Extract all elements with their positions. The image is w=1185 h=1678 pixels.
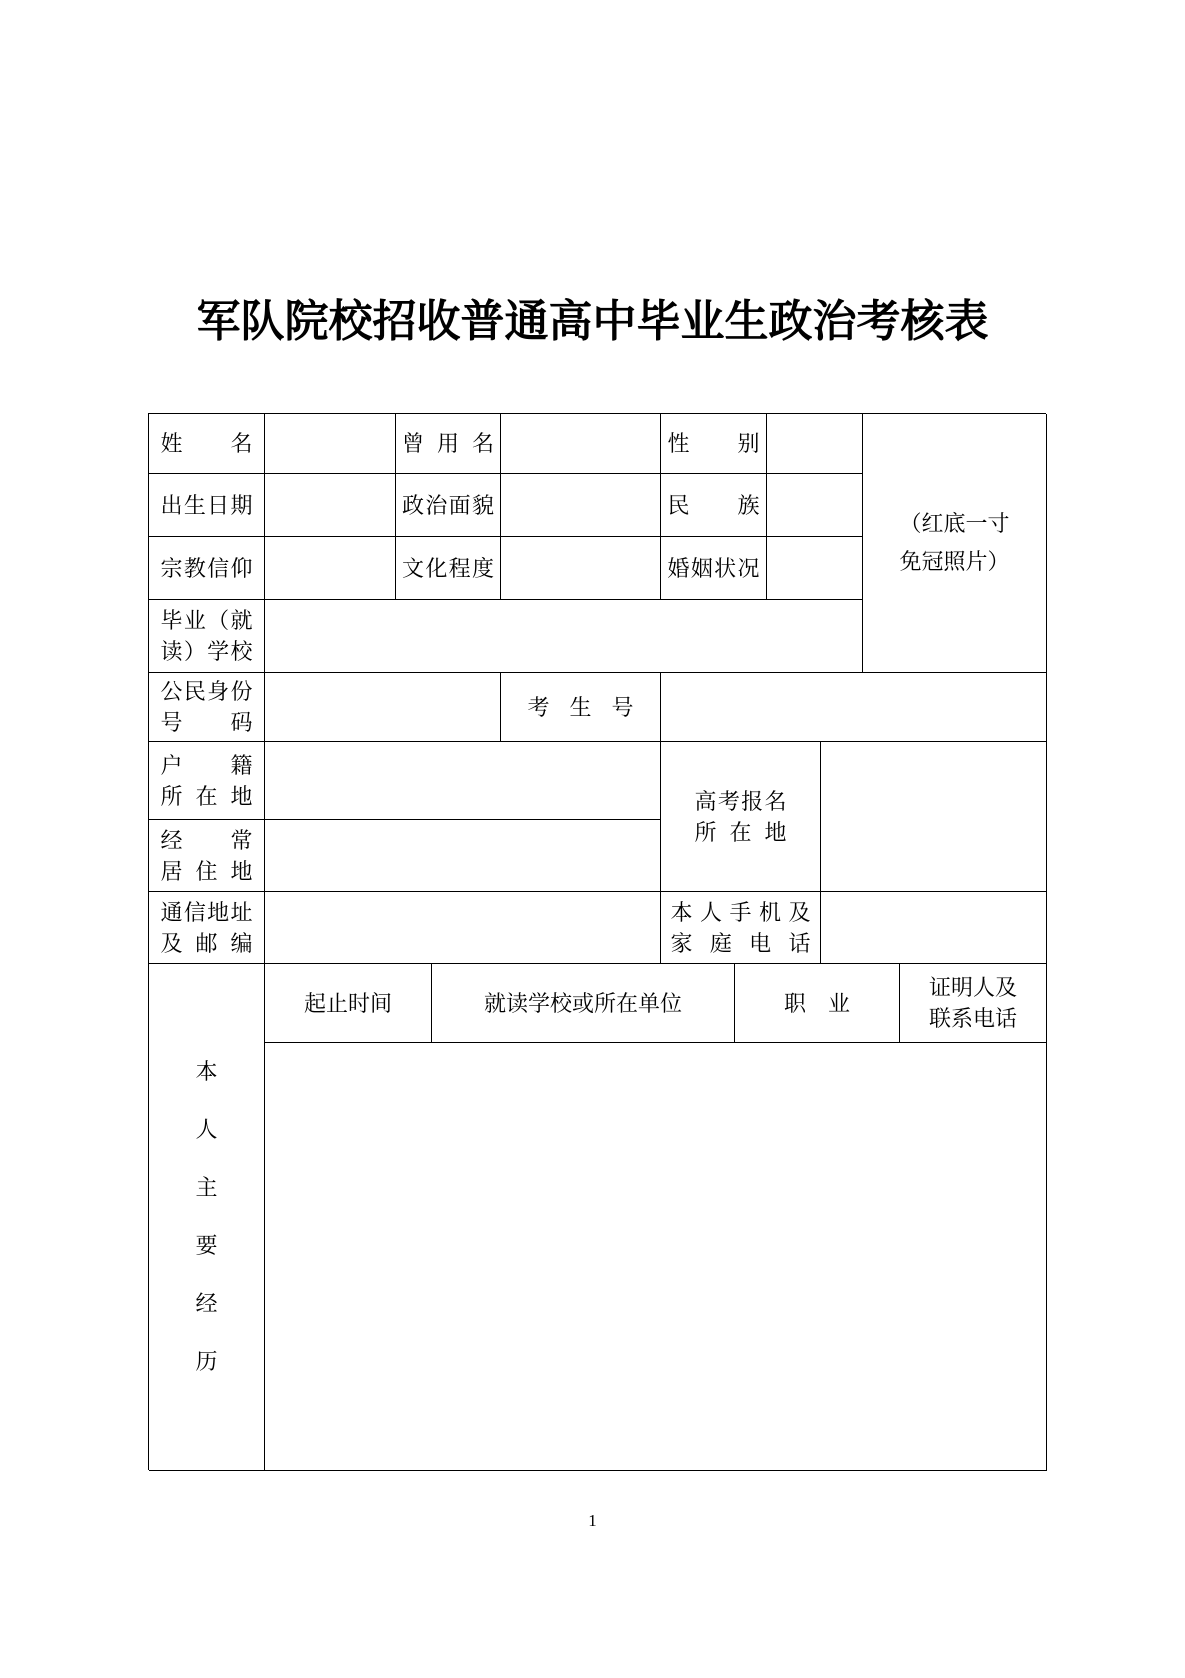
residence-label-line [161,825,253,856]
period-header-label: 起止时间 [303,990,392,1016]
label-char: 政 [402,492,425,518]
address-value [265,892,661,964]
exam-number-label [528,692,634,723]
label-char: 居 [160,858,183,884]
label-char: 高 [694,788,717,814]
experience-label-char: 历 [195,1349,218,1374]
education-label [402,553,494,584]
name-value [265,414,396,474]
experience-label-char: 主 [195,1175,218,1200]
education-label-cell [396,537,501,600]
photo-note-line: 免冠照片） [899,549,1010,574]
label-char: 就 [230,608,253,633]
label-char: 期 [230,492,253,518]
exam-number-label-cell [501,673,661,742]
ethnicity-label-cell [661,474,767,537]
label-char: 在 [729,819,752,845]
residence-value [265,820,661,892]
former-name-label-cell [396,414,501,474]
label-char: 姻 [690,555,713,581]
label-char: 生 [569,694,592,720]
religion-label [161,553,253,584]
label-char: 别 [737,431,760,456]
phone-label-line [671,897,811,928]
label-char: 民 [667,492,690,518]
occupation-header [735,964,900,1043]
label-char: 民 [183,679,206,704]
label-char: 毕 [160,608,183,633]
residence-label-cell [149,820,265,892]
marital-value [767,537,863,600]
label-char: 址 [230,899,253,925]
label-char: 况 [737,555,760,581]
religion-label-cell [149,537,265,600]
label-char: 所 [694,819,717,845]
political-status-label [402,490,494,521]
label-char: 话 [788,930,811,956]
witness-header-line: 证明人及 [928,975,1017,1000]
label-char: 信 [207,555,230,581]
political-status-label-cell [396,474,501,537]
household-value [265,742,661,820]
label-char: 出 [160,492,183,518]
period-header [265,964,432,1043]
label-char: 户 [160,752,183,778]
label-char: 考 [527,694,550,720]
label-char: 业 [827,990,850,1016]
label-char: 庭 [709,930,732,956]
label-char: 报 [741,788,764,814]
label-char: 性 [667,431,690,456]
label-char: 族 [737,492,760,518]
gender-value [767,414,863,474]
label-char: 名 [230,431,253,456]
phone-label-line [671,928,811,959]
education-value [501,537,661,600]
name-label [161,428,253,459]
exam-location-label-line [695,786,787,817]
label-char: 及 [160,930,183,956]
experience-label-cell [149,964,265,1471]
school-label-line [161,636,253,667]
label-char: 邮 [195,930,218,956]
label-char: 住 [195,858,218,884]
label-char: 职 [784,990,807,1016]
label-char: 仰 [230,555,253,581]
label-char: 治 [425,492,448,518]
school-value [265,600,863,673]
label-char: 机 [758,899,781,925]
label-char: 地 [230,783,253,809]
label-char: 读 [160,639,183,664]
experience-label-char: 人 [195,1117,218,1142]
phone-label-cell [661,892,821,964]
birth-date-label-cell [149,474,265,537]
label-char: 程 [448,555,471,581]
exam-number-value [661,673,1047,742]
name-label-cell [149,414,265,474]
photo-placeholder [863,414,1047,673]
label-char: 地 [230,858,253,884]
label-char: 教 [183,555,206,581]
label-char: 及 [788,899,811,925]
birth-date-label [161,490,253,521]
label-char: 手 [729,899,752,925]
experience-label-char: 要 [195,1233,218,1258]
label-char: 信 [183,899,206,925]
assessment-form-table [148,413,1046,1470]
address-label-line [161,897,253,928]
address-label-cell [149,892,265,964]
label-char: 度 [471,555,494,581]
school-unit-header [432,964,735,1043]
label-char: 姓 [160,431,183,456]
id-number-value [265,673,501,742]
label-char: 校 [230,639,253,664]
label-char: 日 [207,492,230,518]
political-status-value [501,474,661,537]
household-label-line [161,781,253,812]
page-title: 军队院校招收普通高中毕业生政治考核表 [196,297,989,346]
label-char: 名 [764,788,787,814]
label-char: 编 [230,930,253,956]
household-label-line [161,750,253,781]
label-char: 人 [699,899,722,925]
id-number-label-cell [149,673,265,742]
label-char: 曾 [402,431,425,456]
label-char: 考 [717,788,740,814]
gender-label [668,428,760,459]
school-unit-header-label: 就读学校或所在单位 [483,990,682,1016]
former-name-value [501,414,661,474]
witness-header [900,964,1047,1043]
label-char: 地 [207,899,230,925]
label-char: 状 [714,555,737,581]
marital-label [668,553,760,584]
label-char: 婚 [667,555,690,581]
former-name-label [402,428,494,459]
id-number-label-line [161,707,253,738]
exam-location-value [821,742,1047,892]
residence-label-line [161,856,253,887]
label-char: 公 [160,679,183,704]
occupation-header-label [784,988,850,1019]
ethnicity-label [668,490,760,521]
label-char: 通 [160,899,183,925]
page-number: 1 [588,1511,597,1530]
exam-location-label-cell [661,742,821,892]
id-number-label-line [161,676,253,707]
label-char: 本 [670,899,693,925]
label-char: 家 [670,930,693,956]
label-char: 学 [207,639,230,664]
experience-label-char: 本 [195,1059,218,1084]
label-char: ） [183,639,206,664]
label-char: 文 [402,555,425,581]
label-char: 常 [230,827,253,853]
address-label-line [161,928,253,959]
marital-label-cell [661,537,767,600]
label-char: 化 [425,555,448,581]
label-char: （ [207,608,230,633]
witness-header-line: 联系电话 [928,1006,1017,1031]
label-char: 电 [749,930,772,956]
experience-label-char: 经 [195,1291,218,1316]
label-char: 码 [230,710,253,735]
label-char: 身 [207,679,230,704]
label-char: 号 [611,694,634,720]
label-char: 生 [183,492,206,518]
religion-value [265,537,396,600]
label-char: 业 [183,608,206,633]
photo-note-line: （红底一寸 [899,511,1010,536]
school-label-line [161,605,253,636]
label-char: 经 [160,827,183,853]
label-char: 地 [764,819,787,845]
label-char: 在 [195,783,218,809]
label-char: 用 [436,431,459,456]
exam-location-label-line [695,817,787,848]
label-char: 籍 [230,752,253,778]
label-char: 面 [448,492,471,518]
label-char: 号 [160,710,183,735]
label-char: 名 [471,431,494,456]
experience-body [265,1043,1047,1471]
gender-label-cell [661,414,767,474]
household-label-cell [149,742,265,820]
label-char: 宗 [160,555,183,581]
phone-value [821,892,1047,964]
ethnicity-value [767,474,863,537]
label-char: 份 [230,679,253,704]
birth-date-value [265,474,396,537]
label-char: 貌 [471,492,494,518]
label-char: 所 [160,783,183,809]
school-label-cell [149,600,265,673]
